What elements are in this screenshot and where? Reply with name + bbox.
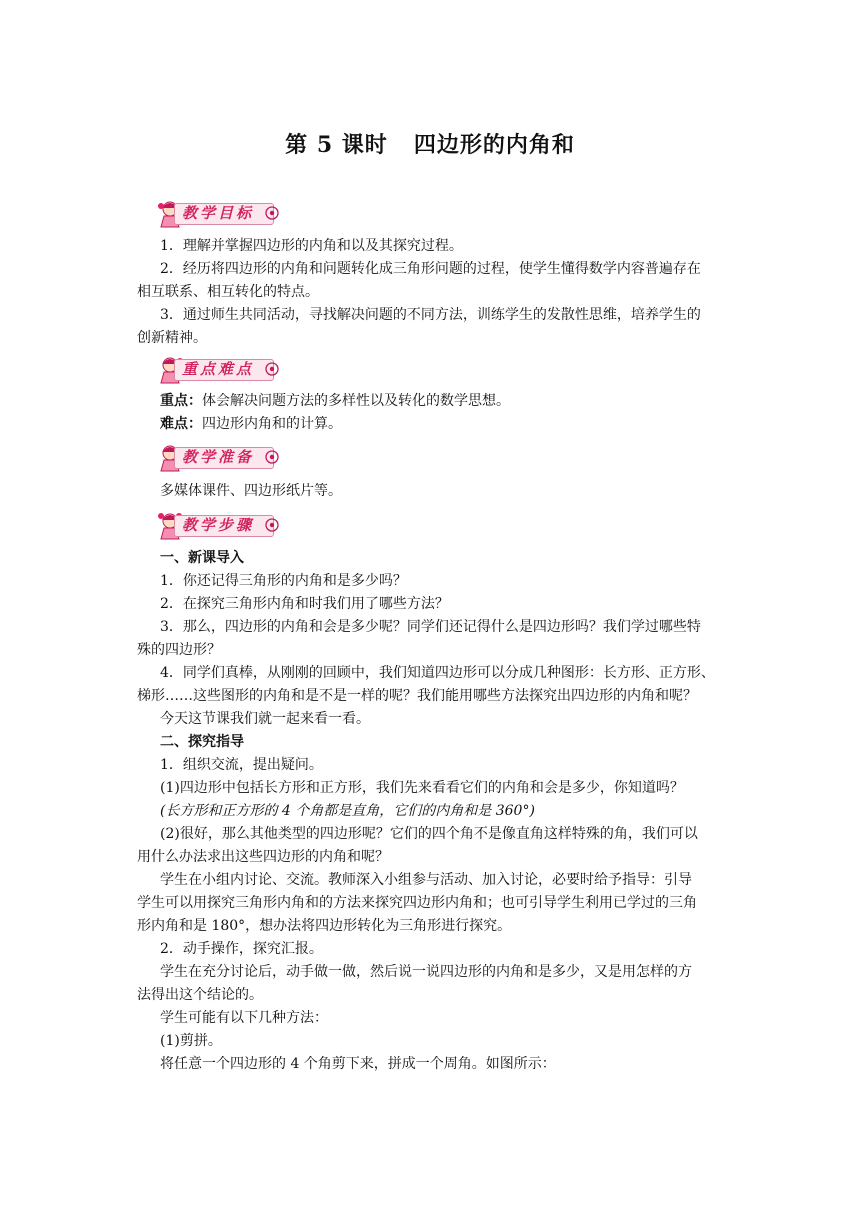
step-q1b-line-1: (2)很好，那么其他类型的四边形呢？它们的四个角不是像直角这样特殊的角，我们可以 bbox=[160, 826, 698, 842]
target-icon bbox=[264, 205, 280, 221]
step-p4-line-1: 4．同学们真棒，从刚刚的回顾中，我们知道四边形可以分成几种图形：长方形、正方形、 bbox=[160, 665, 715, 681]
page-title bbox=[0, 128, 860, 159]
step-p5: 今天这节课我们就一起来看一看。 bbox=[160, 711, 370, 727]
goal-item-1-text: 1．理解并掌握四边形的内角和以及其探究过程。 bbox=[160, 238, 463, 254]
step-q2d: 将任意一个四边形的 4 个角剪下来，拼成一个周角。如图所示： bbox=[160, 1056, 556, 1072]
step-p3-line-1: 3．那么，四边形的内角和会是多少呢？同学们还记得什么是四边形吗？我们学过哪些特 bbox=[160, 619, 701, 635]
step-q1b-line-2: 用什么办法求出这些四边形的内角和呢？ bbox=[137, 849, 389, 865]
lesson-number: 第 5 课时 bbox=[285, 132, 388, 158]
key-difficulty-label: 难点： bbox=[160, 416, 202, 432]
step-p2: 2．在探究三角形内角和时我们用了哪些方法？ bbox=[160, 596, 449, 612]
goal-item-2-cont bbox=[137, 281, 712, 304]
target-icon bbox=[264, 449, 280, 465]
section-label: 教学目标 bbox=[182, 204, 255, 222]
step-q1: 1．组织交流，提出疑问。 bbox=[160, 757, 323, 773]
step-q2c: (1)剪拼。 bbox=[160, 1033, 222, 1049]
step-q1a-answer: (长方形和正方形的 4 个角都是直角，它们的内角和是 360°) bbox=[160, 803, 535, 819]
section-label: 重点难点 bbox=[182, 360, 255, 378]
step-p3-line-2: 殊的四边形？ bbox=[137, 642, 221, 658]
section-header-prep bbox=[156, 442, 286, 472]
goal-item-1 bbox=[160, 235, 735, 258]
part2-heading: 二、探究指导 bbox=[160, 734, 244, 750]
section-header-key-points bbox=[156, 354, 286, 384]
step-q2: 2．动手操作，探究汇报。 bbox=[160, 941, 323, 957]
goal-item-3 bbox=[160, 304, 735, 327]
goal-item-2-line-2: 相互联系、相互转化的特点。 bbox=[137, 284, 319, 300]
goal-item-2-line-1: 2．经历将四边形的内角和问题转化成三角形问题的过程，使学生懂得数学内容普遍存在 bbox=[160, 261, 701, 277]
goal-item-2 bbox=[160, 258, 735, 281]
part1-heading: 一、新课导入 bbox=[160, 550, 244, 566]
key-difficulty-text: 四边形内角和的计算。 bbox=[202, 416, 342, 432]
prep-text-line: 多媒体课件、四边形纸片等。 bbox=[160, 483, 342, 499]
section-header-steps bbox=[156, 510, 286, 540]
section-label: 教学准备 bbox=[182, 448, 255, 466]
step-q1a: (1)四边形中包括长方形和正方形，我们先来看看它们的内角和会是多少，你知道吗？ bbox=[160, 780, 684, 796]
step-q2a-line-1: 学生在充分讨论后，动手做一做，然后说一说四边形的内角和是多少，又是用怎样的方 bbox=[160, 964, 692, 980]
section-header-goals bbox=[156, 198, 286, 228]
key-focus-label: 重点： bbox=[160, 393, 202, 409]
target-icon bbox=[264, 517, 280, 533]
goal-item-3-line-2: 创新精神。 bbox=[137, 330, 207, 346]
section-label: 教学步骤 bbox=[182, 516, 255, 534]
lesson-topic: 四边形的内角和 bbox=[413, 132, 575, 158]
key-focus bbox=[160, 390, 735, 413]
step-q1c-line-3: 形内角和是 180°，想办法将四边形转化为三角形进行探究。 bbox=[137, 918, 512, 934]
step-q1c-line-1: 学生在小组内讨论、交流。教师深入小组参与活动、加入讨论，必要时给予指导：引导 bbox=[160, 872, 692, 888]
prep-text bbox=[160, 480, 735, 503]
step-q2b: 学生可能有以下几种方法： bbox=[160, 1010, 328, 1026]
key-difficulty bbox=[160, 413, 735, 436]
step-p4-line-2: 梯形……这些图形的内角和是不是一样的呢？我们能用哪些方法探究出四边形的内角和呢？ bbox=[137, 688, 697, 704]
key-focus-text: 体会解决问题方法的多样性以及转化的数学思想。 bbox=[202, 393, 510, 409]
step-p1: 1．你还记得三角形的内角和是多少吗？ bbox=[160, 573, 407, 589]
target-icon bbox=[264, 361, 280, 377]
goal-item-3-line-1: 3．通过师生共同活动，寻找解决问题的不同方法，训练学生的发散性思维，培养学生的 bbox=[160, 307, 701, 323]
step-q1c-line-2: 学生可以用探究三角形内角和的方法来探究四边形内角和；也可引导学生利用已学过的三角 bbox=[137, 895, 697, 911]
step-q2a-line-2: 法得出这个结论的。 bbox=[137, 987, 263, 1003]
goal-item-3-cont bbox=[137, 327, 712, 350]
